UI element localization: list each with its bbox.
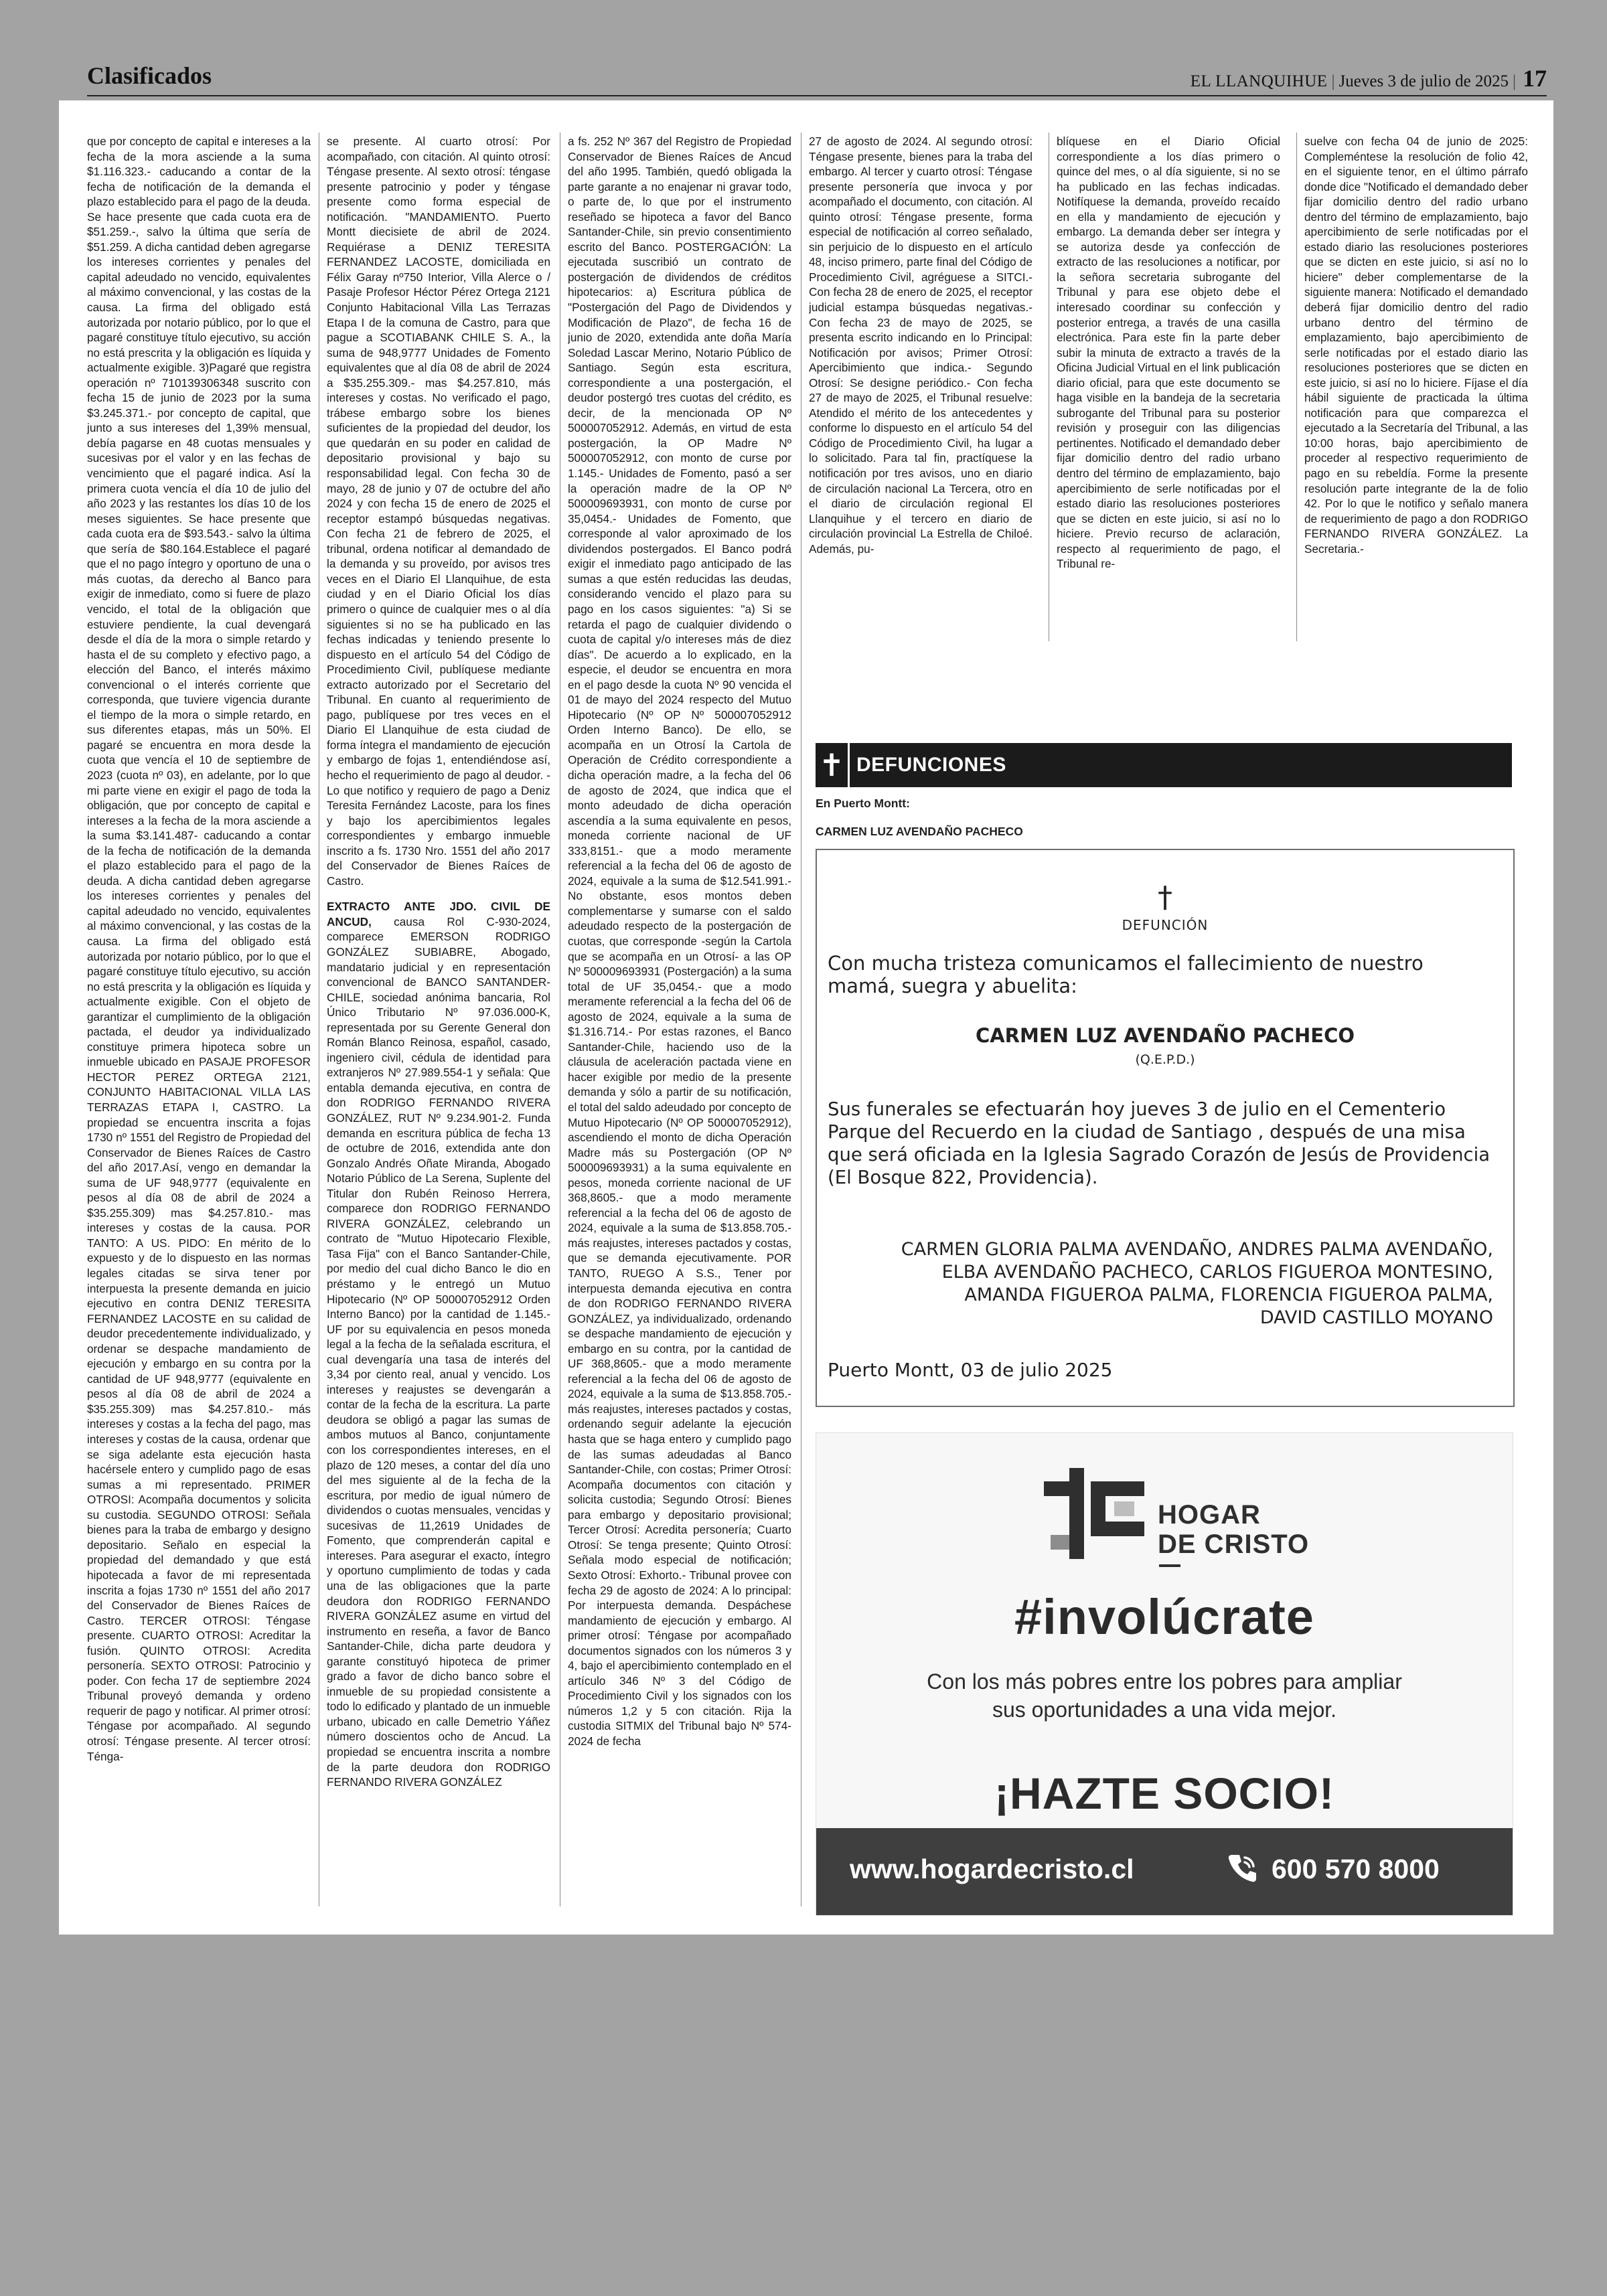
logo-dash bbox=[1159, 1564, 1180, 1567]
cross-icon: † bbox=[1158, 880, 1172, 914]
family-line: ELBA AVENDAÑO PACHECO, CARLOS FIGUEROA MONTESINO, bbox=[941, 1262, 1493, 1283]
page-header bbox=[0, 0, 1607, 100]
classified-column-6 bbox=[1304, 134, 1528, 643]
funeral-details: Sus funerales se efectuarán hoy jueves 3 de julio en el Cementerio Parque del Recuerdo en la ciudad de Santiago , después de una misa que será oficiada en la Iglesia Sagrado Corazón de Jesús de Providencia (El Bosque 822, Providencia). bbox=[828, 1098, 1490, 1188]
classified-column-2 bbox=[327, 134, 550, 1901]
obituary-intro: Con mucha tristeza comunicamos el fallecimiento de nuestro mamá, suegra y abuelita: bbox=[828, 952, 1424, 997]
separator: | bbox=[1512, 72, 1516, 90]
qepd-label: (Q.E.P.D.) bbox=[1135, 1052, 1195, 1067]
classified-column-3 bbox=[568, 134, 791, 1901]
ad-phone-number[interactable]: 600 570 8000 bbox=[1272, 1854, 1440, 1884]
obituary-date: Puerto Montt, 03 de julio 2025 bbox=[828, 1359, 1113, 1381]
ad-call-to-action[interactable]: ¡HAZTE SOCIO! bbox=[994, 1769, 1334, 1818]
phone-icon bbox=[1225, 1851, 1259, 1886]
legal-notice-text: causa Rol C-930-2024, comparece EMERSON RODRIGO GONZÁLEZ SUBIABRE, Abogado, mandatario judicial y en representación convencional de BANCO SANTANDER-CHILE, sociedad anónima bancaria, Rol Único Tributario Nº 97.036.000-K, representada por su Gerente General don Román Blanco Reinosa, español, casado, ingeniero civil, cédula de identidad para extranjeros Nº 27.989.554-1 y señala: Que entabla demanda ejecutiva, en contra de don RODRIGO FERNANDO RIVERA GONZÁLEZ, RUT Nº 9.234.901-2. Funda demanda en escritura pública de fecha 13 de octubre de 2016, extendida ante don Gonzalo Andrés Oñate Miranda, Abogado Notario Público de La Serena, Suplente del Titular don Rubén Reinoso Herrera, comparece don RODRIGO FERNANDO RIVERA GONZÁLEZ, celebrando un contrato de "Mutuo Hipotecario Flexible, Tasa Fija" con el Banco Santander-Chile, por medio del cual dicho Banco le dio en préstamo y le entregó un Mutuo Hipotecario (Nº OP 500007052912 Orden Interno Banco) por la cantidad de 1.145.- UF por su equivalencia en pesos moneda legal a la fecha de la señalada escritura, el cual devengaría una tasa de interés del 3,34 por ciento real, anual y vencido. Los intereses y reajustes se devengarán a contar de la fecha de la escritura. La parte deudora se obligó a pagar las sumas de ambos mutuos al Banco, conjuntamente con los correspondientes intereses, en el plazo de 120 meses, a contar del día uno del mes siguiente al de la fecha de la escritura, por medio de igual número de dividendos o cuotas mensuales, vencidas y sucesivas de 11,2619 Unidades de Fomento, que comprenderán capital e intereses. Para asegurar el exacto, íntegro y oportuno cumplimiento de todas y cada una de las obligaciones que la parte deudora don RODRIGO FERNANDO RIVERA GONZÁLEZ asume en virtud del instrumento en reseña, a favor de Banco Santander-Chile, dicha parte deudora y garante constituyó hipoteca de primer grado a favor de dicho banco sobre el inmueble de su propiedad consistente a todo lo edificado y plantado de un inmueble urbano, ubicado en calle Demetrio Yáñez número doscientos ocho de Ancud. La propiedad se encuentra inscrita a nombre de la parte deudora don RODRIGO FERNANDO RIVERA GONZÁLEZ bbox=[327, 914, 550, 1789]
family-line: CARMEN GLORIA PALMA AVENDAÑO, ANDRES PALMA AVENDAÑO, bbox=[901, 1239, 1493, 1260]
defunciones-title: DEFUNCIONES bbox=[856, 754, 1006, 776]
defunciones-location: En Puerto Montt: bbox=[816, 797, 910, 810]
issue-date: Jueves 3 de julio de 2025 bbox=[1338, 72, 1509, 90]
ad-tagline bbox=[816, 1667, 1513, 1724]
publication-name: EL LLANQUIHUE bbox=[1190, 72, 1328, 90]
legal-notice-text: que por concepto de capital e intereses a la fecha de la mora asciende a la suma $1.116.323.- caducando a contar de la fecha de notificación de la demanda el plazo establecido para el pago de la deuda. Se hace presente que cada cuota era de $51.259.-, salvo la última que sería de $51.259. A dicha cantidad deben agregarse los intereses corrientes y penales del capital adeudado no vencido, equivalentes al máximo convencional, y las costas de la causa. La firma del obligado está autorizada por notario público, por lo que el pagaré constituye título ejecutivo, su acción no está prescrita y la obligación es líquida y actualmente exigible. 3)Pagaré que registra operación nº 710139306348 suscrito con fecha 15 de junio de 2023 por la suma $3.245.371.- por concepto de capital, que junto a sus intereses del 1,39% mensual, debía pagarse en 48 cuotas mensuales y sucesivas por el valor y en las fechas de vencimiento que el pagaré indica. Así la primera cuota vencía el día 10 de julio del año 2023 y las restantes los días 10 de los meses siguientes. Se hace presente que cada cuota era de $93.543.- salvo la última que sería de $80.164.Establece el pagaré que el no pago íntegro y oportuno de una o más cuotas, da derecho al Banco para exigir de inmediato, como si fuere de plazo vencido, el total de la obligación que estuviere pendiente, la cual devengará desde el día de la mora o simple retardo y hasta el de su completo y efectivo pago, a elección del Banco, el interés máximo convencional o el interés corriente que corresponda, que tuviere vigencia durante el tiempo de la mora o simple retardo, en sus diferentes etapas, más un 50%. El pagaré se encuentra en mora desde la cuota que vencía el 10 de septiembre de 2023 (cuota nº 03), en adelante, por lo que mi parte viene en exigir el pago de toda la obligación, que por concepto de capital e intereses a la fecha de la mora asciende a la suma $3.141.487- caducando a contar de la fecha de notificación de la demanda el plazo establecido para el pago de la deuda. A dicha cantidad deben agregarse los intereses corrientes y penales del capital adeudado no vencido, equivalentes al máximo convencional, y las costas de la causa. La firma del obligado está autorizada por notario público, por lo que el pagaré constituye título ejecutivo, su acción no está prescrita y la obligación es líquida y actualmente exigible. Con el objeto de garantizar el cumplimiento de la obligación pactada, el deudor ya individualizado constituye primera hipoteca sobre un inmueble ubicado en PASAJE PROFESOR HECTOR PEREZ ORTEGA 2121, CONJUNTO HABITACIONAL VILLA LAS TERRAZAS ETAPA I, CASTRO. La propiedad se encuentra inscrita a fojas 1730 nº 1551 del Registro de Propiedad del Conservador de Bienes Raíces de Castro del año 2017.Así, vengo en demandar la suma de UF 948,9777 (equivalente en pesos al día 08 de abril de 2024 a $35.255.309) mas $4.257.810.- mas intereses y costas de la causa. POR TANTO: A US. PIDO: En mérito de lo expuesto y de lo dispuesto en las normas legales citadas se sirva tener por interpuesta la presente demanda en juicio ejecutivo en contra DENIZ TERESITA FERNANDEZ LACOSTE en su calidad de deudor precedentemente individualizado, y ordenar se despache mandamiento de ejecución y embargo en su contra por la cantidad de UF 948,9777 (equivalente en pesos al día 08 de abril de 2024 a $35.255.309) mas $4.257.810.- más intereses y costas a la fecha del pago, mas intereses y costas de la causa, ordenar que se siga adelante esta ejecución hasta hacérsele entero y cumplido pago de esas sumas a mi representado. PRIMER OTROSI: Acompaña documentos y solicita su custodia. SEGUNDO OTROSI: Señala bienes para la traba de embargo y designo depositario. Señalo en especial la propiedad del demandado y que está hipotecada a favor de mi representada inscrita a fojas 1730 nº 1551 del año 2017 del Conservador de Bienes Raíces de Castro. TERCER OTROSI: Téngase presente. CUARTO OTROSI: Acreditar la fusión. QUINTO OTROSI: Acredita personería. SEXTO OTROSI: Patrocinio y poder. Con fecha 17 de septiembre 2024 Tribunal proveyó demanda y ordeno requerir de pago y notificar. Al primer otrosí: Téngase por acompañado. Al segundo otrosí: Téngase presente. Al tercer otrosí: Ténga- bbox=[87, 135, 311, 1763]
wordmark-line: DE CRISTO bbox=[1158, 1530, 1310, 1559]
section-title: Clasificados bbox=[87, 62, 212, 89]
ad-hashtag: #involúcrate bbox=[1014, 1589, 1314, 1645]
legal-notice bbox=[327, 899, 550, 1789]
classified-column-4 bbox=[809, 134, 1032, 736]
legal-notice-text: a fs. 252 Nº 367 del Registro de Propiedad Conservador de Bienes Raíces de Ancud del año 1995. También, quedó obligada la parte garante a no enajenar ni gravar todo, o parte de, lo que por el instrumento reseñado se hipoteca a favor del Banco Santander-Chile, sin previo consentimiento escrito del Banco. POSTERGACIÓN: La ejecutada suscribió un contrato de postergación de dividendos de créditos hipotecarios: a) Escritura pública de "Postergación del Pago de Dividendos y Modificación de Plazo", de fecha 16 de junio de 2020, extendida ante doña María Soledad Lascar Merino, Notario Público de Santiago. Según esta escritura, correspondiente a una postergación, el deudor postergó tres cuotas del crédito, es decir, de la mencionada OP Nº 500007052912. Además, en virtud de esta postergación, la OP Madre Nº 500007052912, con monto de curse por 1.145.- Unidades de Fomento, pasó a ser la operación madre de la OP Nº 500009693931, con monto de curse por 35,0454.- Unidades de Fomento, que corresponde al valor aproximado de los dividendos postergados. El Banco podrá exigir el inmediato pago anticipado de las sumas a que estén reducidas las deudas, considerando vencido el plazo para su pago en los casos siguientes: "a) Si se retarda el pago de cualquier dividendo o cuota de capital y/o intereses más de diez días". De acuerdo a lo explicado, en la especie, el deudor se encuentra en mora en el pago desde la cuota Nº 90 vencida el 01 de mayo del 2024 respecto del Mutuo Hipotecario (Nº OP Nº 500007052912 Orden Interno Banco). De ello, se acompaña en un Otrosí la Cartola de Operación de Crédito correspondiente a dicha operación madre, a la fecha del 06 de agosto de 2024, que indica que el monto adeudado de dicha operación ascendía a la suma equivalente en pesos, moneda corriente nacional de UF 333,8151.- que a modo meramente referencial a la fecha del 06 de agosto de 2024, equivale a la suma de $12.541.991.- No obstante, esos montos deben complementarse y sumarse con el saldo adeudado respecto de la postergación de cuotas, que corresponde -según la Cartola que se acompaña en un Otrosí- a las OP Nº 500009693931 (Postergación) a la suma total de UF 35,0454.- que a modo meramente referencial a la fecha del 06 de agosto de 2024, equivale a la suma de $1.316.714.- Por estas razones, el Banco Santander-Chile, haciendo uso de la cláusula de aceleración pactada viene en hacer exigible por medio de la presente demanda y sólo a partir de su notificación, el total del saldo adeudado por concepto de Mutuo Hipotecario (Nº OP 500007052912), ascendiendo el monto de dicha Operación Madre más su Postergación (OP Nº 500009693931) a la suma equivalente en pesos, moneda corriente nacional de UF 368,8605.- que a modo meramente referencial a la fecha del 06 de agosto de 2024, equivale a la suma de $13.858.705.- más reajustes, intereses pactados y costas, que se demanda ejecutivamente. POR TANTO, RUEGO A S.S., Tener por interpuesta demanda ejecutiva en contra de don RODRIGO FERNANDO RIVERA GONZÁLEZ, ya individualizado, ordenando se despache mandamiento de ejecución y embargo en su contra, por la cantidad de UF 368,8605.- que a modo meramente referencial a la fecha del 06 de agosto de 2024, equivale a la suma de $13.858.705.- más reajustes, intereses pactados y costas, ordenando seguir adelante la ejecución hasta que se haga entero y cumplido pago de las sumas adeudadas al Banco Santander-Chile, con costas; Primer Otrosí: Acompaña documentos con citación y solicita custodia; Segundo Otrosí: Bienes para embargo y depositario provisional; Tercer Otrosí: Acredita personería; Cuarto Otrosí: Se tenga presente; Quinto Otrosí: Señala modo especial de notificación; Sexto Otrosí: Exhorto.- Tribunal provee con fecha 29 de agosto de 2024: A lo principal: Por interpuesta demanda. Despáchese mandamiento de ejecución y embargo. Al primer otrosí: Téngase por acompañado documentos signados con los números 3 y 4, bajo el apercibimiento contemplado en el artículo 346 Nº 3 del Código de Procedimiento Civil y los signados con los números 1,2 y 5 con citación. Rija la custodia SITMIX del Tribunal bajo Nº 574-2024 de fecha bbox=[568, 135, 791, 1748]
masthead-info bbox=[1191, 64, 1547, 92]
legal-notice-text: 27 de agosto de 2024. Al segundo otrosí: Téngase presente, bienes para la traba del embargo. Al tercer y cuarto otrosí: Téngase presente personería que invoca y por acompañado el documento, con citación. Al quinto otrosí: Téngase presente, forma especial de notificación al correo señalado, sin perjuicio de lo dispuesto en el artículo 48, inciso primero, parte final del Código de Procedimiento Civil, agréguese a SITCI.- Con fecha 28 de enero de 2025, el receptor judicial estampa búsquedas negativas.- Con fecha 23 de mayo de 2025, se presenta escrito indicando en lo Principal: Notificación por avisos; Primer Otrosí: Apercibimiento que indica.- Segundo Otrosí: Se designe periódico.- Con fecha 27 de mayo de 2025, el Tribunal resuelve: Atendido el mérito de los antecedentes y conforme lo dispuesto en el artículo 54 del Código de Procedimiento Civil, ha lugar a lo solicitado. Para tal fin, practíquese la notificación por tres avisos, uno en diario de circulación nacional La Tercera, otro en el diario de circulación regional El Llanquihue y el tercero en diario de circulación provincial La Estrella de Chiloé. Además, pu- bbox=[809, 135, 1032, 556]
hogar-de-cristo-ad[interactable] bbox=[816, 1432, 1513, 1916]
hogar-de-cristo-wordmark bbox=[1158, 1500, 1309, 1559]
tagline-line: sus oportunidades a una vida mejor. bbox=[992, 1698, 1337, 1722]
hogar-de-cristo-logo-icon bbox=[1044, 1468, 1144, 1559]
family-line: AMANDA FIGUEROA PALMA, FLORENCIA FIGUEROA PALMA, bbox=[964, 1285, 1493, 1305]
legal-notice-text: se presente. Al cuarto otrosí: Por acompañado, con citación. Al quinto otrosí: Téngase presente. Al sexto otrosí: téngase presente patrocinio y poder y téngase presente como forma especial de notificación. "MANDAMIENTO. Puerto Montt diecisiete de abril de 2024. Requiérase a DENIZ TERESITA FERNANDEZ LACOSTE, domiciliada en Félix Garay nº750 Interior, Villa Alerce o / Pasaje Profesor Héctor Pérez Ortega 2121 Conjunto Habitacional Villa Las Terrazas Etapa I de la comuna de Castro, para que pague a SCOTIABANK CHILE S. A., la suma de 948,9777 Unidades de Fomento equivalentes que al día 08 de abril de 2024 a $35.255.309.- mas $4.257.810, más intereses y costas. No verificado el pago, trábese embargo sobre los bienes suficientes de la propiedad del deudor, los que quedarán en su poder en calidad de depositario provisional y bajo su responsabilidad legal. Con fecha 30 de mayo, 28 de junio y 07 de octubre del año 2024 y con fecha 15 de enero de 2025 el receptor estampó búsquedas negativas. Con fecha 21 de febrero de 2025, el tribunal, ordena notificar al demandado de la demanda y su proveído, por avisos tres veces en el Diario El Llanquihue, de esta ciudad y en el Diario Oficial los días primero o quince de cualquier mes o al día siguientes si no se ha publicado en las fechas indicadas y teniendo presente lo dispuesto en el artículo 54 del Código de Procedimiento Civil, publíquese mediante extracto autorizado por el Secretario del Tribunal. En cuanto al requerimiento de pago, publíquese por tres veces en el Diario El Llanquihue de esta ciudad de forma íntegra el mandamiento de ejecución y embargo de fojas 1, entendiéndose así, hecho el requerimiento de pago al deudor. - Lo que notifico y requiero de pago a Deniz Teresita Fernández Lacoste, para los fines y bajo los apercibimientos legales correspondientes y embargo inmueble inscrito a fs. 1730 Nro. 1551 del año 2017 del Conservador de Bienes Raíces de Castro. bbox=[327, 135, 550, 888]
deceased-name-caption: CARMEN LUZ AVENDAÑO PACHECO bbox=[816, 825, 1023, 838]
legal-notice-text: suelve con fecha 04 de junio de 2025: Compleméntese la resolución de folio 42, en el siguiente tenor, en el último párrafo donde dice "Notificado el demandado deber fijar domicilio dentro del radio urbano dentro del término de emplazamiento, bajo apercibimiento de serle notificadas por el estado diario las resoluciones posteriores que se dicten en este juicio, si así no lo hiciere" deber complementarse de la siguiente manera: Notificado el demandado deberá fijar domicilio dentro del radio urbano dentro del término de emplazamiento, bajo apercibimiento de serle notificadas por el estado diario las resoluciones posteriores que se dicten en este juicio, si así no lo hiciere. Fíjase el día hábil siguiente de practicada la última notificación para que comparezca el ejecutado a la Secretaría del Tribunal, a las 10:00 horas, bajo apercibimiento de proceder al respectivo requerimiento de pago en su rebeldía. Forme la presente resolución parte integrante de la de folio 42. Por lo que le notifico y señalo manera de requerimiento de pago a don RODRIGO FERNANDO RIVERA GONZÁLEZ. La Secretaria.- bbox=[1304, 135, 1528, 556]
family-line: DAVID CASTILLO MOYANO bbox=[1259, 1307, 1493, 1328]
column-divider bbox=[1296, 133, 1297, 641]
family-signatories bbox=[824, 1238, 1493, 1329]
tagline-line: Con los más pobres entre los pobres para ampliar bbox=[927, 1669, 1402, 1694]
classified-column-5 bbox=[1057, 134, 1280, 736]
obituary-notice bbox=[816, 849, 1515, 1407]
header-rule bbox=[87, 95, 1547, 96]
deceased-name: CARMEN LUZ AVENDAÑO PACHECO bbox=[975, 1024, 1355, 1047]
classified-column-1 bbox=[87, 134, 311, 1901]
ad-website-link[interactable]: www.hogardecristo.cl bbox=[850, 1854, 1134, 1884]
page-number: 17 bbox=[1523, 65, 1547, 92]
obituary-label: DEFUNCIÓN bbox=[1122, 917, 1209, 933]
legal-notice-text: blíquese en el Diario Oficial correspondiente a los días primero o quince del mes, o al día siguiente, si no se ha publicado en las fechas indicadas. Notifíquese la demanda, proveído recaído en ella y mandamiento de ejecución y embargo. La demanda deber ser íntegra y se autoriza desde ya confección de extracto de las resoluciones a notificar, por la señora secretaria subrogante del Tribunal y para ese objeto debe el interesado coordinar su confección y posterior entrega, a través de una casilla electrónica. Para este fin la parte deber subir la minuta de extracto a través de la Oficina Judicial Virtual en el link publicación diario oficial, para que este documento se haga visible en la bandeja de la secretaria subrogante del Tribunal para su posterior revisión y proseguir con las diligencias pertinentes. Notificado el demandado deber fijar domicilio dentro del radio urbano dentro del término de emplazamiento, bajo apercibimiento de serle notificadas por el estado diario las resoluciones posteriores que se dicten en este juicio, si así no lo hiciere. Previo recurso de aclaración, respecto al requerimiento de pago, el Tribunal re- bbox=[1057, 135, 1280, 571]
newspaper-page bbox=[59, 100, 1553, 1935]
notice-heading: EXTRACTO ANTE JDO. CIVIL DE ANCUD, bbox=[327, 900, 550, 928]
separator: | bbox=[1331, 72, 1335, 90]
latin-cross-icon: ✝ bbox=[816, 743, 850, 787]
wordmark-line: HOGAR bbox=[1158, 1500, 1261, 1530]
defunciones-header-bar bbox=[816, 743, 1512, 787]
ad-footer bbox=[816, 1828, 1513, 1915]
